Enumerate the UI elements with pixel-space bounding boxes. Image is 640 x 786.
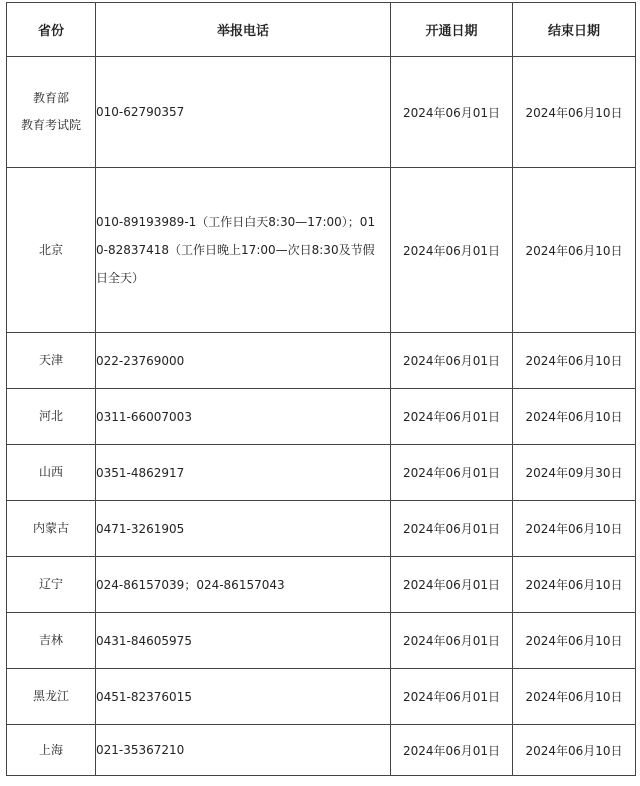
end-date-cell: 2024年06月10日	[513, 669, 636, 725]
end-date-cell: 2024年06月10日	[513, 168, 636, 333]
province-name: 北京	[38, 242, 63, 257]
phone-cell	[96, 168, 391, 333]
phone-number: 0351-4862917	[96, 465, 185, 480]
phone-number: 0451-82376015	[96, 689, 192, 704]
province-name: 黑龙江	[32, 689, 69, 703]
province-name: 上海	[38, 742, 63, 757]
table-row	[7, 389, 636, 445]
end-date-cell: 2024年06月10日	[513, 613, 636, 669]
province-name: 河北	[38, 409, 63, 423]
table-row	[7, 333, 636, 389]
start-date-cell: 2024年06月01日	[391, 168, 513, 333]
phone-number: 0471-3261905	[96, 521, 185, 536]
province-cell	[7, 57, 96, 168]
table-row	[7, 725, 636, 776]
start-date-cell: 2024年06月01日	[391, 389, 513, 445]
province-cell	[7, 669, 96, 725]
table-row	[7, 168, 636, 333]
province-cell	[7, 613, 96, 669]
phone-number: 0431-84605975	[96, 633, 192, 648]
table-header-row	[7, 3, 636, 57]
start-date-cell: 2024年06月01日	[391, 725, 513, 776]
phone-cell	[96, 445, 391, 501]
province-name: 教育考试院	[20, 118, 81, 132]
phone-number: 021-35367210	[96, 743, 185, 757]
province-cell	[7, 389, 96, 445]
start-date-cell: 2024年06月01日	[391, 333, 513, 389]
province-name: 辽宁	[38, 577, 63, 591]
phone-number: 010-62790357	[96, 105, 185, 119]
province-name: 天津	[38, 353, 63, 367]
table-row	[7, 57, 636, 168]
phone-cell	[96, 57, 391, 168]
province-cell	[7, 501, 96, 557]
province-name: 内蒙古	[32, 521, 69, 535]
phone-number: 0311-66007003	[96, 409, 192, 424]
header-phone: 举报电话	[96, 3, 391, 57]
province-cell	[7, 333, 96, 389]
start-date-cell: 2024年06月01日	[391, 557, 513, 613]
table-row	[7, 669, 636, 725]
province-name: 教育部	[32, 91, 69, 105]
end-date-cell: 2024年06月10日	[513, 557, 636, 613]
hotline-table	[6, 2, 636, 776]
table-row	[7, 445, 636, 501]
end-date-cell: 2024年06月10日	[513, 57, 636, 168]
end-date-cell: 2024年09月30日	[513, 445, 636, 501]
province-name: 吉林	[38, 633, 63, 647]
start-date-cell: 2024年06月01日	[391, 445, 513, 501]
province-cell	[7, 445, 96, 501]
header-end-date: 结束日期	[513, 3, 636, 57]
phone-cell	[96, 501, 391, 557]
phone-number: 010-89193989-1（工作日白天8:30—17:00）；01	[96, 215, 376, 229]
end-date-cell: 2024年06月10日	[513, 333, 636, 389]
start-date-cell: 2024年06月01日	[391, 57, 513, 168]
start-date-cell: 2024年06月01日	[391, 669, 513, 725]
header-province: 省份	[7, 3, 96, 57]
start-date-cell: 2024年06月01日	[391, 613, 513, 669]
phone-cell	[96, 669, 391, 725]
phone-cell	[96, 389, 391, 445]
province-cell	[7, 168, 96, 333]
end-date-cell: 2024年06月10日	[513, 501, 636, 557]
phone-cell	[96, 333, 391, 389]
table-row	[7, 501, 636, 557]
header-start-date: 开通日期	[391, 3, 513, 57]
phone-cell	[96, 613, 391, 669]
phone-cell	[96, 725, 391, 776]
end-date-cell: 2024年06月10日	[513, 389, 636, 445]
phone-number: 024-86157039；024-86157043	[96, 577, 285, 592]
province-cell	[7, 725, 96, 776]
end-date-cell: 2024年06月10日	[513, 725, 636, 776]
province-cell	[7, 557, 96, 613]
province-name: 山西	[38, 465, 63, 479]
phone-number: 日全天）	[96, 271, 145, 285]
phone-number: 0-82837418（工作日晚上17:00—次日8:30及节假	[96, 243, 375, 257]
start-date-cell: 2024年06月01日	[391, 501, 513, 557]
phone-cell	[96, 557, 391, 613]
table-row	[7, 557, 636, 613]
phone-number: 022-23769000	[96, 353, 185, 368]
table-row	[7, 613, 636, 669]
